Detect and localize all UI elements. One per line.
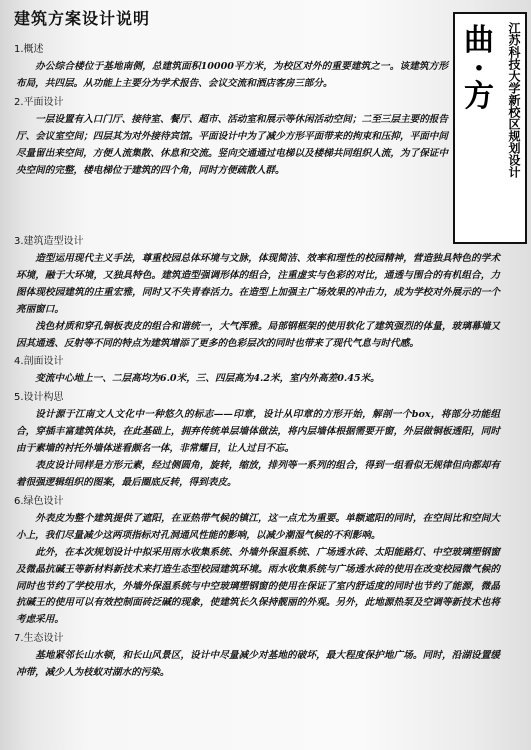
seal-name-line1: 曲	[464, 23, 494, 58]
seal-dot: ·	[473, 51, 485, 86]
section-section-design	[16, 355, 500, 388]
section-plan-design	[16, 96, 448, 180]
seal-name	[460, 20, 498, 118]
section-title: 7.生态设计	[14, 633, 64, 645]
seal-subtitle: 江苏科技大学新校区规划设计	[507, 22, 521, 178]
section-green-design	[16, 495, 500, 629]
section-paragraph: 表皮设计同样是方形元素，经过侧圆角，旋转，缩放，排列等一系列的组合，得到一组看似无规律但向都却有着很强逻辑组织的图案，最后圈底反转，得到表皮。	[16, 460, 500, 488]
document-title: 建筑方案设计说明	[14, 9, 151, 28]
section-paragraph: 浅色材质和穿孔铜板表皮的组合和谐统一，大气浑雅。局部钢框架的使用软化了建筑强烈的体量，玻璃幕墙又因其通透、反射等不同的特点为建筑增添了更多的色彩层次的同时也带来了现代气息与时代感。	[16, 320, 500, 349]
section-concept	[16, 391, 500, 492]
section-paragraph: 变流中心地上一、二层高均为6.0米，三、四层高为4.2米，室内外高差0.45米。	[35, 373, 380, 385]
section-form-design	[16, 235, 500, 352]
section-paragraph: 外表皮为整个建筑提供了遮阳，在亚热带气候的镇江，这一点尤为重要。单额遮阳的同时，在空间比和空间大小上，我们尽量减少这两项指标对孔洞通风性能的影响，以减少潮湿气候的不利影响。	[16, 512, 500, 541]
section-paragraph: 设计源于江南文人文化中一种悠久的标志——印章，设计从印章的方形开始，解剖一个box，将部分功能组合，穿插丰富建筑体块，在此基础上，拥弃传统单层墙体做法，将内层墙体根据需要开窗，外层做铜板透阳，同时由于素墙的衬托外墙体迷看颇名一体，非常耀目，让人过目不忘。	[16, 409, 500, 455]
section-title: 3.建筑造型设计	[14, 236, 84, 247]
section-paragraph: 办公综合楼位于基地南侧，总建筑面积10000平方米，为校区对外的重要建筑之一。该建筑方形布局，共四层。从功能上主要分为学术报告、会议交流和酒店客房三部分。	[16, 61, 448, 89]
seal-name-line2: 方	[464, 79, 494, 114]
section-title: 1.概述	[14, 44, 44, 55]
section-paragraph: 造型运用现代主义手法，尊重校园总体环境与文脉，体现简洁、效率和理性的校园精神，营造独具特色的学术环境，融于大环境，又独具特色。建筑造型强调形体的组合，注重虚实与色彩的对比，通透与围合的有机组合，力图体现校园建筑的庄重宏雅，同时又不失青春活力。在造型上加强主广场效果的冲击力，成为学校对外展示的一个亮丽窗口。	[16, 253, 500, 315]
section-title: 5.设计构思	[14, 392, 64, 404]
section-paragraph: 基地紧邻长山水顿，和长山风景区，设计中尽量减少对基地的破坏，最大程度保护地广场。同时，沿湖设置缓冲带，减少人为枝蚁对湖水的污染。	[16, 650, 500, 679]
seal-logo	[453, 12, 527, 244]
section-title: 2.平面设计	[14, 96, 64, 108]
sections-bottom	[16, 232, 500, 682]
section-title: 6.绿色设计	[14, 495, 64, 507]
sections-top	[16, 40, 448, 179]
section-overview	[16, 43, 448, 93]
section-title: 4.剖面设计	[14, 356, 64, 368]
section-paragraph: 一层设置有入口门厅、接待室、餐厅、超市、活动室和展示等休闲活动空间；二至三层主要的报告厅、会议室空间；四层其为对外接待宾馆。平面设计中为了减少方形平面带来的拘束和压抑，平面中间尽量留出来空间，方便人流集散、休息和交流。竖向交通通过电梯以及楼梯共同组织人流，为了保证中央空间的完整，楼电梯位于建筑的四个角，同时方便疏散人群。	[16, 113, 448, 176]
section-eco-design	[16, 632, 500, 682]
section-paragraph: 此外，在本次规划设计中拟采用雨水收集系统、外墙外保温系统、广场透水砖、太阳能路灯、中空玻璃塑钢窗及微晶抗碱王等新材料新技术来打造生态型校园建筑环境。雨水收集系统与广场透水砖的使用在改变校园微气候的同时也节约了学校用水，外墙外保温系统与中空玻璃塑钢窗的使用在保证了室内舒适度的同时也节约了能源，微晶抗碱王的使用可以有效控制面砖泛碱的现象，使建筑长久保持靓丽的外观。另外，此地源热泵及空调等新技术也将考虑采用。	[16, 546, 500, 626]
